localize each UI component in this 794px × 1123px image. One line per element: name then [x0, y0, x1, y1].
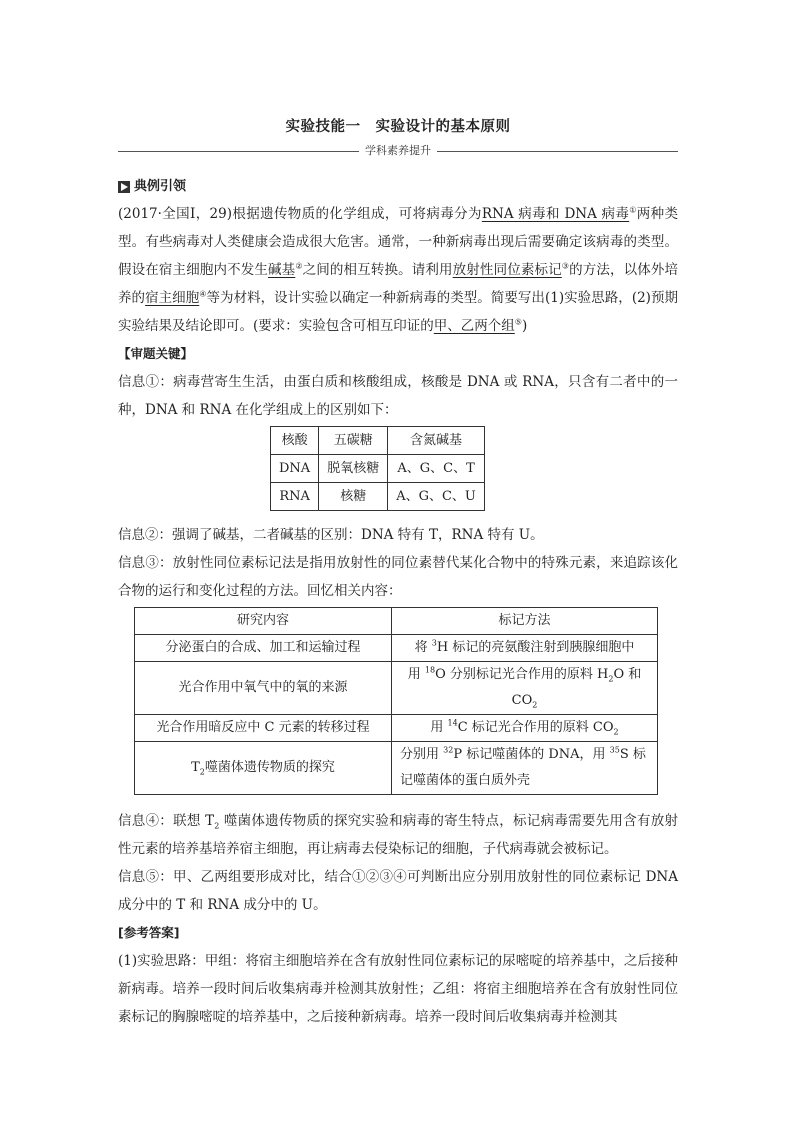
table-row: 光合作用暗反应中 C 元素的转移过程 用 $^{14}$C 标记光合作用的原料 $CO_2$	[135, 715, 658, 742]
answer-heading: [参考答案]	[118, 925, 180, 940]
info-4: 信息④：联想 $T_2$ 噬菌体遗传物质的探究实验和病毒的寄生特点，标记病毒需要先用含有放射性元素的培养基培养宿主细胞，再让病毒去侵染标记的细胞，子代病毒就会被标记。	[118, 813, 679, 857]
nucleic-acid-table	[270, 426, 485, 511]
isotope-labeling-table	[134, 607, 658, 795]
table-row: 分泌蛋白的合成、加工和运输过程 将 $^3$H 标记的亮氨酸注射到胰腺细胞中	[135, 635, 658, 662]
document-page	[118, 112, 678, 1031]
section-divider	[118, 142, 678, 160]
table-header-row: 核酸 五碳糖 含氮碱基	[271, 427, 485, 455]
divider-label: 学科素养提升	[365, 144, 431, 157]
info-2: 信息②：强调了碱基，二者碱基的区别：DNA 特有 T，RNA 特有 U。	[118, 527, 544, 543]
table-header-row: 研究内容 标记方法	[135, 608, 658, 635]
table-row: $T_2$噬菌体遗传物质的探究 分别用 $^{32}$P 标记噬菌体的 DNA，用 $^{35}$S 标记噬菌体的蛋白质外壳	[135, 742, 658, 795]
answer-text: (1)实验思路：甲组：将宿主细胞培养在含有放射性同位素标记的尿嘧啶的培养基中，之后接种新病毒。培养一段时间后收集病毒并检测其放射性；乙组：将宿主细胞培养在含有放射性同位素标记的胸腺嘧啶的培养基中，之后接种新病毒。培养一段时间后收集病毒并检测其	[118, 953, 678, 1025]
key-heading: 【审题关键】	[118, 346, 194, 361]
page-title: 实验技能一 实验设计的基本原则	[285, 119, 511, 135]
example-heading: 典例引领	[118, 174, 678, 200]
info-3: 信息③：放射性同位素标记法是指用放射性的同位素替代某化合物中的特殊元素，来追踪该化合物的运行和变化过程的方法。回忆相关内容：	[118, 555, 678, 599]
info-5: 信息⑤：甲、乙两组要形成对比，结合①②③④可判断出应分别用放射性的同位素标记 DNA 成分中的 T 和 RNA 成分中的 U。	[118, 869, 678, 913]
table-row: RNA 核糖 A、G、C、U	[271, 483, 485, 511]
example-question: (2017·全国Ⅰ，29)根据遗传物质的化学组成，可将病毒分为RNA 病毒和 DNA 病毒①两种类型。有些病毒对人类健康会造成很大危害。通常，一种新病毒出现后需要确定该病毒的类型。假设在宿主细胞内不发生碱基②之间的相互转换。请利用放射性同位素标记③的方法，以体外培养的宿主细胞④等为材料，设计实验以确定一种新病毒的类型。简要写出(1)实验思路，(2)预期实验结果及结论即可。(要求：实验包含可相互印证的甲、乙两个组⑤)	[118, 205, 679, 334]
table-row: DNA 脱氧核糖 A、G、C、T	[271, 455, 485, 483]
table-row: 光合作用中氧气中的氧的来源 用 $^{18}$O 分别标记光合作用的原料 $H_2O$ 和 $CO_2$	[135, 662, 658, 715]
info-1: 信息①：病毒营寄生生活，由蛋白质和核酸组成，核酸是 DNA 或 RNA，只含有二者中的一种，DNA 和 RNA 在化学组成上的区别如下：	[118, 374, 678, 418]
play-triangle-icon	[118, 181, 130, 193]
